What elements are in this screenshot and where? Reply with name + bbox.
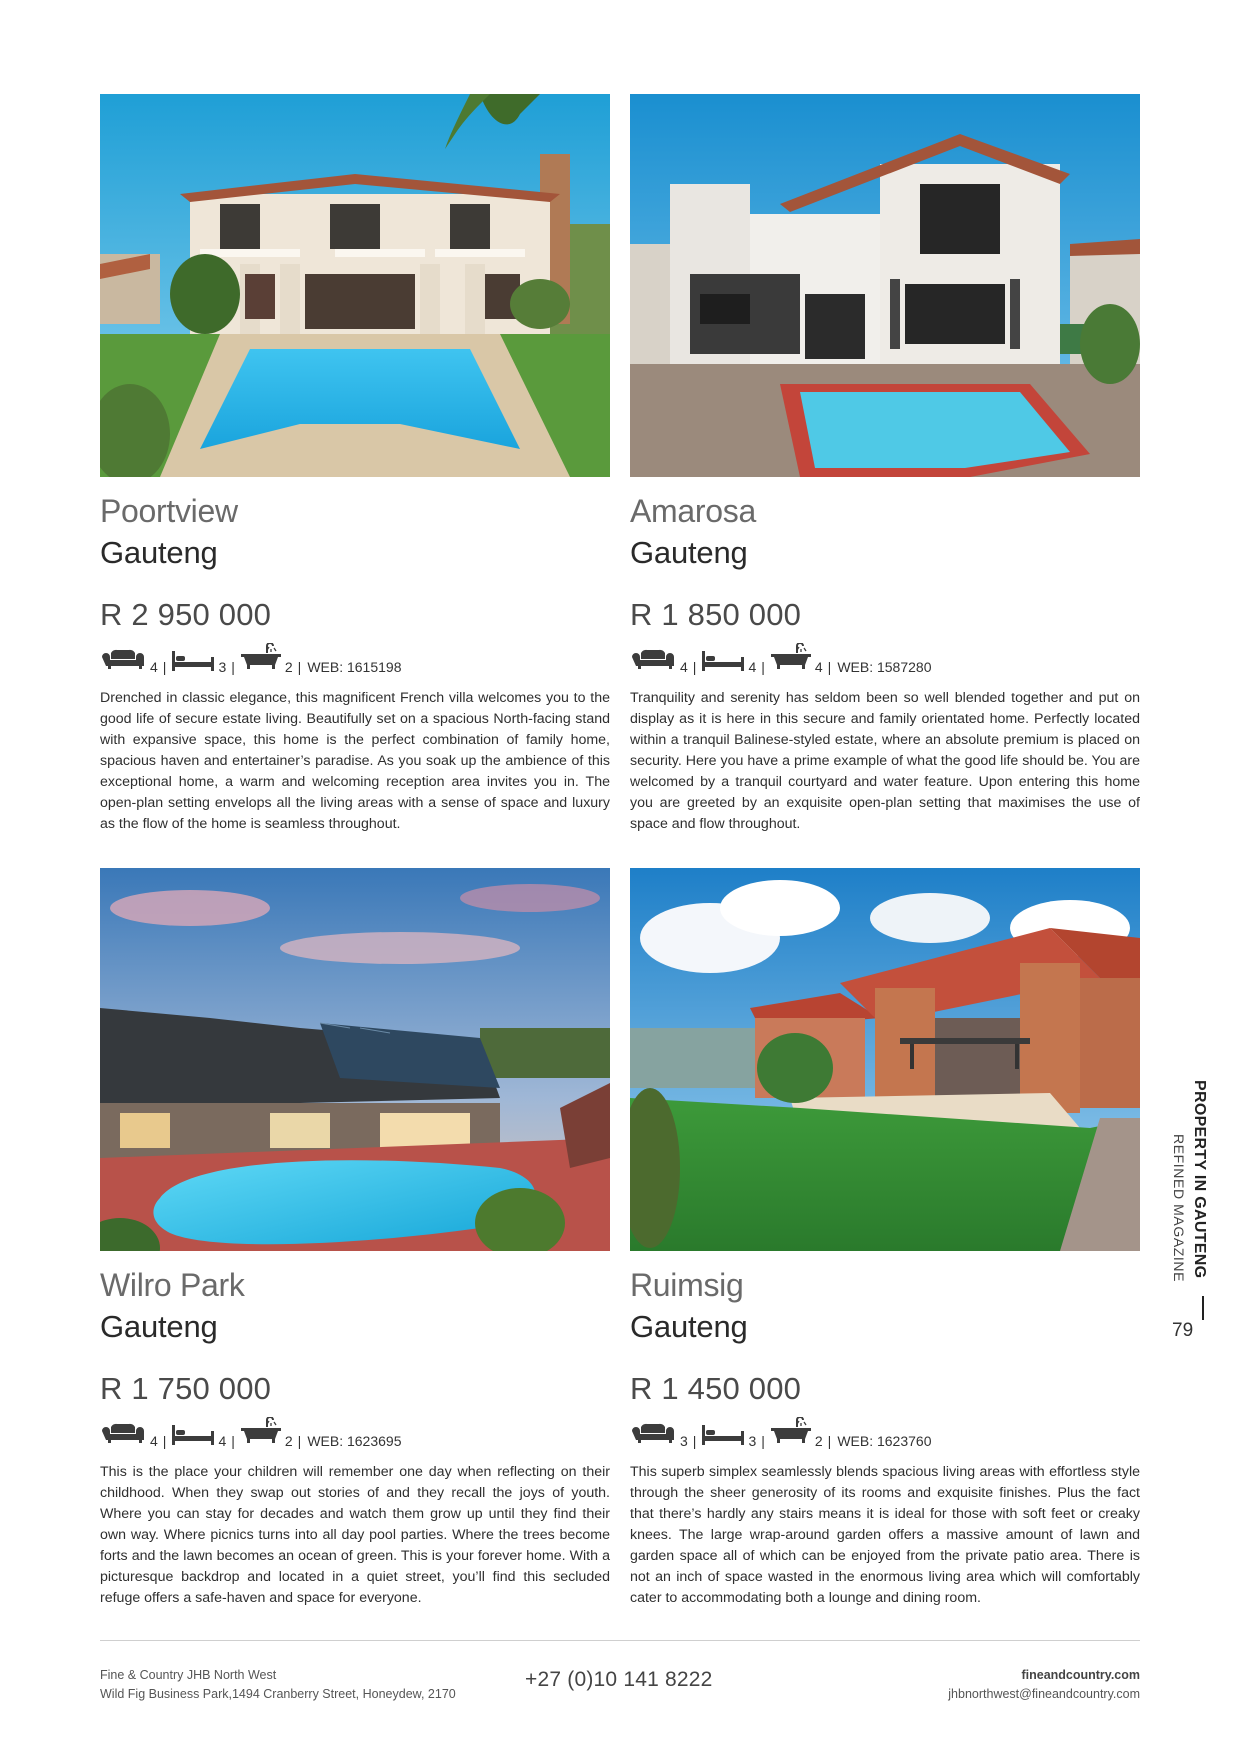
listing-specs bbox=[100, 648, 610, 674]
listing-description: This superb simplex seamlessly blends spacious living areas with effortless style through the sheer generosity of its rooms and exquisite finishes. Plus the fact that there’s hardly any stairs means it is ideal for those with soft feet or creaky knees. The large wrap-around garden offers a massive amount of lawn and garden space all of which can be enjoyed from the private patio area. There is not an inch of space wasted in the enormous living area which will comfortably cater to accommodating both a lounge and dining room. bbox=[630, 1464, 1140, 1606]
web-reference: WEB: 1615198 bbox=[307, 659, 402, 675]
listing-card bbox=[100, 94, 610, 835]
lounge-count: 3 bbox=[680, 1433, 688, 1449]
bathtub-icon bbox=[771, 643, 811, 674]
separator: | bbox=[297, 659, 302, 675]
separator: | bbox=[231, 1433, 235, 1449]
listing-card bbox=[100, 868, 610, 1609]
page-number: 79 bbox=[1172, 1320, 1194, 1341]
separator: | bbox=[761, 659, 765, 675]
lounge-count: 4 bbox=[150, 1433, 158, 1449]
bed-icon bbox=[702, 651, 744, 674]
web-reference: WEB: 1587280 bbox=[837, 659, 932, 675]
website-link[interactable]: fineandcountry.com bbox=[1021, 1668, 1140, 1682]
separator: | bbox=[692, 659, 697, 675]
web-reference: WEB: 1623760 bbox=[837, 1433, 932, 1449]
listing-region: Gauteng bbox=[630, 1309, 748, 1344]
lounge-count: 4 bbox=[150, 659, 158, 675]
listing-description: Drenched in classic elegance, this magnificent French villa welcomes you to the good life of secure estate living. Beautifully set on a spacious North-facing stand with expansive space, this home is the perfect combination of family home, spacious haven and entertainer’s paradise. As you soak up the ambience of this exceptional home, a warm and welcoming reception area invites you in. The open-plan setting envelops all the living areas with a sense of space and luxury as the flow of the home is seamless throughout. bbox=[100, 690, 610, 832]
section-title: PROPERTY IN GAUTENG bbox=[1191, 1080, 1208, 1279]
bathtub-icon bbox=[771, 1417, 811, 1448]
property-photo bbox=[100, 868, 610, 1251]
listing-price: R 1 850 000 bbox=[630, 597, 802, 632]
sofa-icon bbox=[100, 1423, 146, 1448]
footer-phone: +27 (0)10 141 8222 bbox=[525, 1668, 713, 1691]
web-reference: WEB: 1623695 bbox=[307, 1433, 402, 1449]
bath-count: 2 bbox=[284, 1433, 293, 1449]
bed-icon bbox=[172, 1425, 214, 1448]
magazine-name: REFINED MAGAZINE bbox=[1171, 1134, 1187, 1283]
separator: | bbox=[231, 659, 235, 675]
separator: | bbox=[162, 1433, 167, 1449]
bed-icon bbox=[172, 651, 214, 674]
property-photo bbox=[630, 868, 1140, 1251]
listing-price: R 1 750 000 bbox=[100, 1371, 272, 1406]
property-photo bbox=[630, 94, 1140, 477]
listing-description: This is the place your children will remember one day when reflecting on their childhood. When they swap out stories of and they recall the joys of youth. Where you can stay for decades and watch them grow up until they find their own way. Where picnics turns into all day pool parties. Where the trees become forts and the lawn becomes an ocean of green. This is your forever home. With a picturesque backdrop and located in a quiet street, you’ll find this secluded refuge offers a safe-haven and space for everyone. bbox=[100, 1464, 610, 1606]
listing-specs bbox=[630, 648, 1140, 674]
bathtub-icon bbox=[241, 643, 281, 674]
listing-specs bbox=[100, 1422, 610, 1448]
sidebar-divider bbox=[1202, 1296, 1204, 1320]
bed-count: 4 bbox=[218, 1433, 227, 1449]
sofa-icon bbox=[630, 649, 676, 674]
listing-specs bbox=[630, 1422, 1140, 1448]
bathtub-icon bbox=[241, 1417, 281, 1448]
property-photo bbox=[100, 94, 610, 477]
lounge-count: 4 bbox=[680, 659, 688, 675]
listing-name: Poortview bbox=[100, 493, 238, 529]
listing-description: Tranquility and serenity has seldom been so well blended together and put on display as it is here in this secure and family orientated home. Perfectly located within a tranquil Balinese-styled estate, where an absolute premium is placed on security. Here you have a prime example of what the good life should be. You are welcomed by a tranquil courtyard and water feature. Upon entering this home you are greeted by an exquisite open-plan setting that maximises the use of space and flow throughout. bbox=[630, 690, 1140, 832]
bath-count: 2 bbox=[814, 1433, 823, 1449]
separator: | bbox=[692, 1433, 697, 1449]
listing-region: Gauteng bbox=[100, 535, 218, 570]
footer-contact bbox=[948, 1666, 1140, 1704]
separator: | bbox=[827, 1433, 832, 1449]
office-address: Wild Fig Business Park,1494 Cranberry Street, Honeydew, 2170 bbox=[100, 1687, 456, 1701]
separator: | bbox=[761, 1433, 765, 1449]
bath-count: 2 bbox=[284, 659, 293, 675]
footer-divider bbox=[100, 1640, 1140, 1641]
section-sidebar bbox=[1164, 1080, 1224, 1290]
listing-name: Ruimsig bbox=[630, 1267, 744, 1303]
footer-office bbox=[100, 1666, 456, 1704]
bed-count: 4 bbox=[748, 659, 757, 675]
bed-icon bbox=[702, 1425, 744, 1448]
listing-name: Amarosa bbox=[630, 493, 756, 529]
listing-price: R 1 450 000 bbox=[630, 1371, 802, 1406]
sofa-icon bbox=[100, 649, 146, 674]
bath-count: 4 bbox=[814, 659, 823, 675]
listing-price: R 2 950 000 bbox=[100, 597, 272, 632]
separator: | bbox=[827, 659, 832, 675]
listing-card bbox=[630, 94, 1140, 835]
email-link[interactable]: jhbnorthwest@fineandcountry.com bbox=[948, 1687, 1140, 1701]
bed-count: 3 bbox=[748, 1433, 757, 1449]
listing-name: Wilro Park bbox=[100, 1267, 245, 1303]
bed-count: 3 bbox=[218, 659, 227, 675]
listing-region: Gauteng bbox=[630, 535, 748, 570]
separator: | bbox=[297, 1433, 302, 1449]
separator: | bbox=[162, 659, 167, 675]
sofa-icon bbox=[630, 1423, 676, 1448]
listing-card bbox=[630, 868, 1140, 1609]
listing-region: Gauteng bbox=[100, 1309, 218, 1344]
office-name: Fine & Country JHB North West bbox=[100, 1668, 277, 1682]
